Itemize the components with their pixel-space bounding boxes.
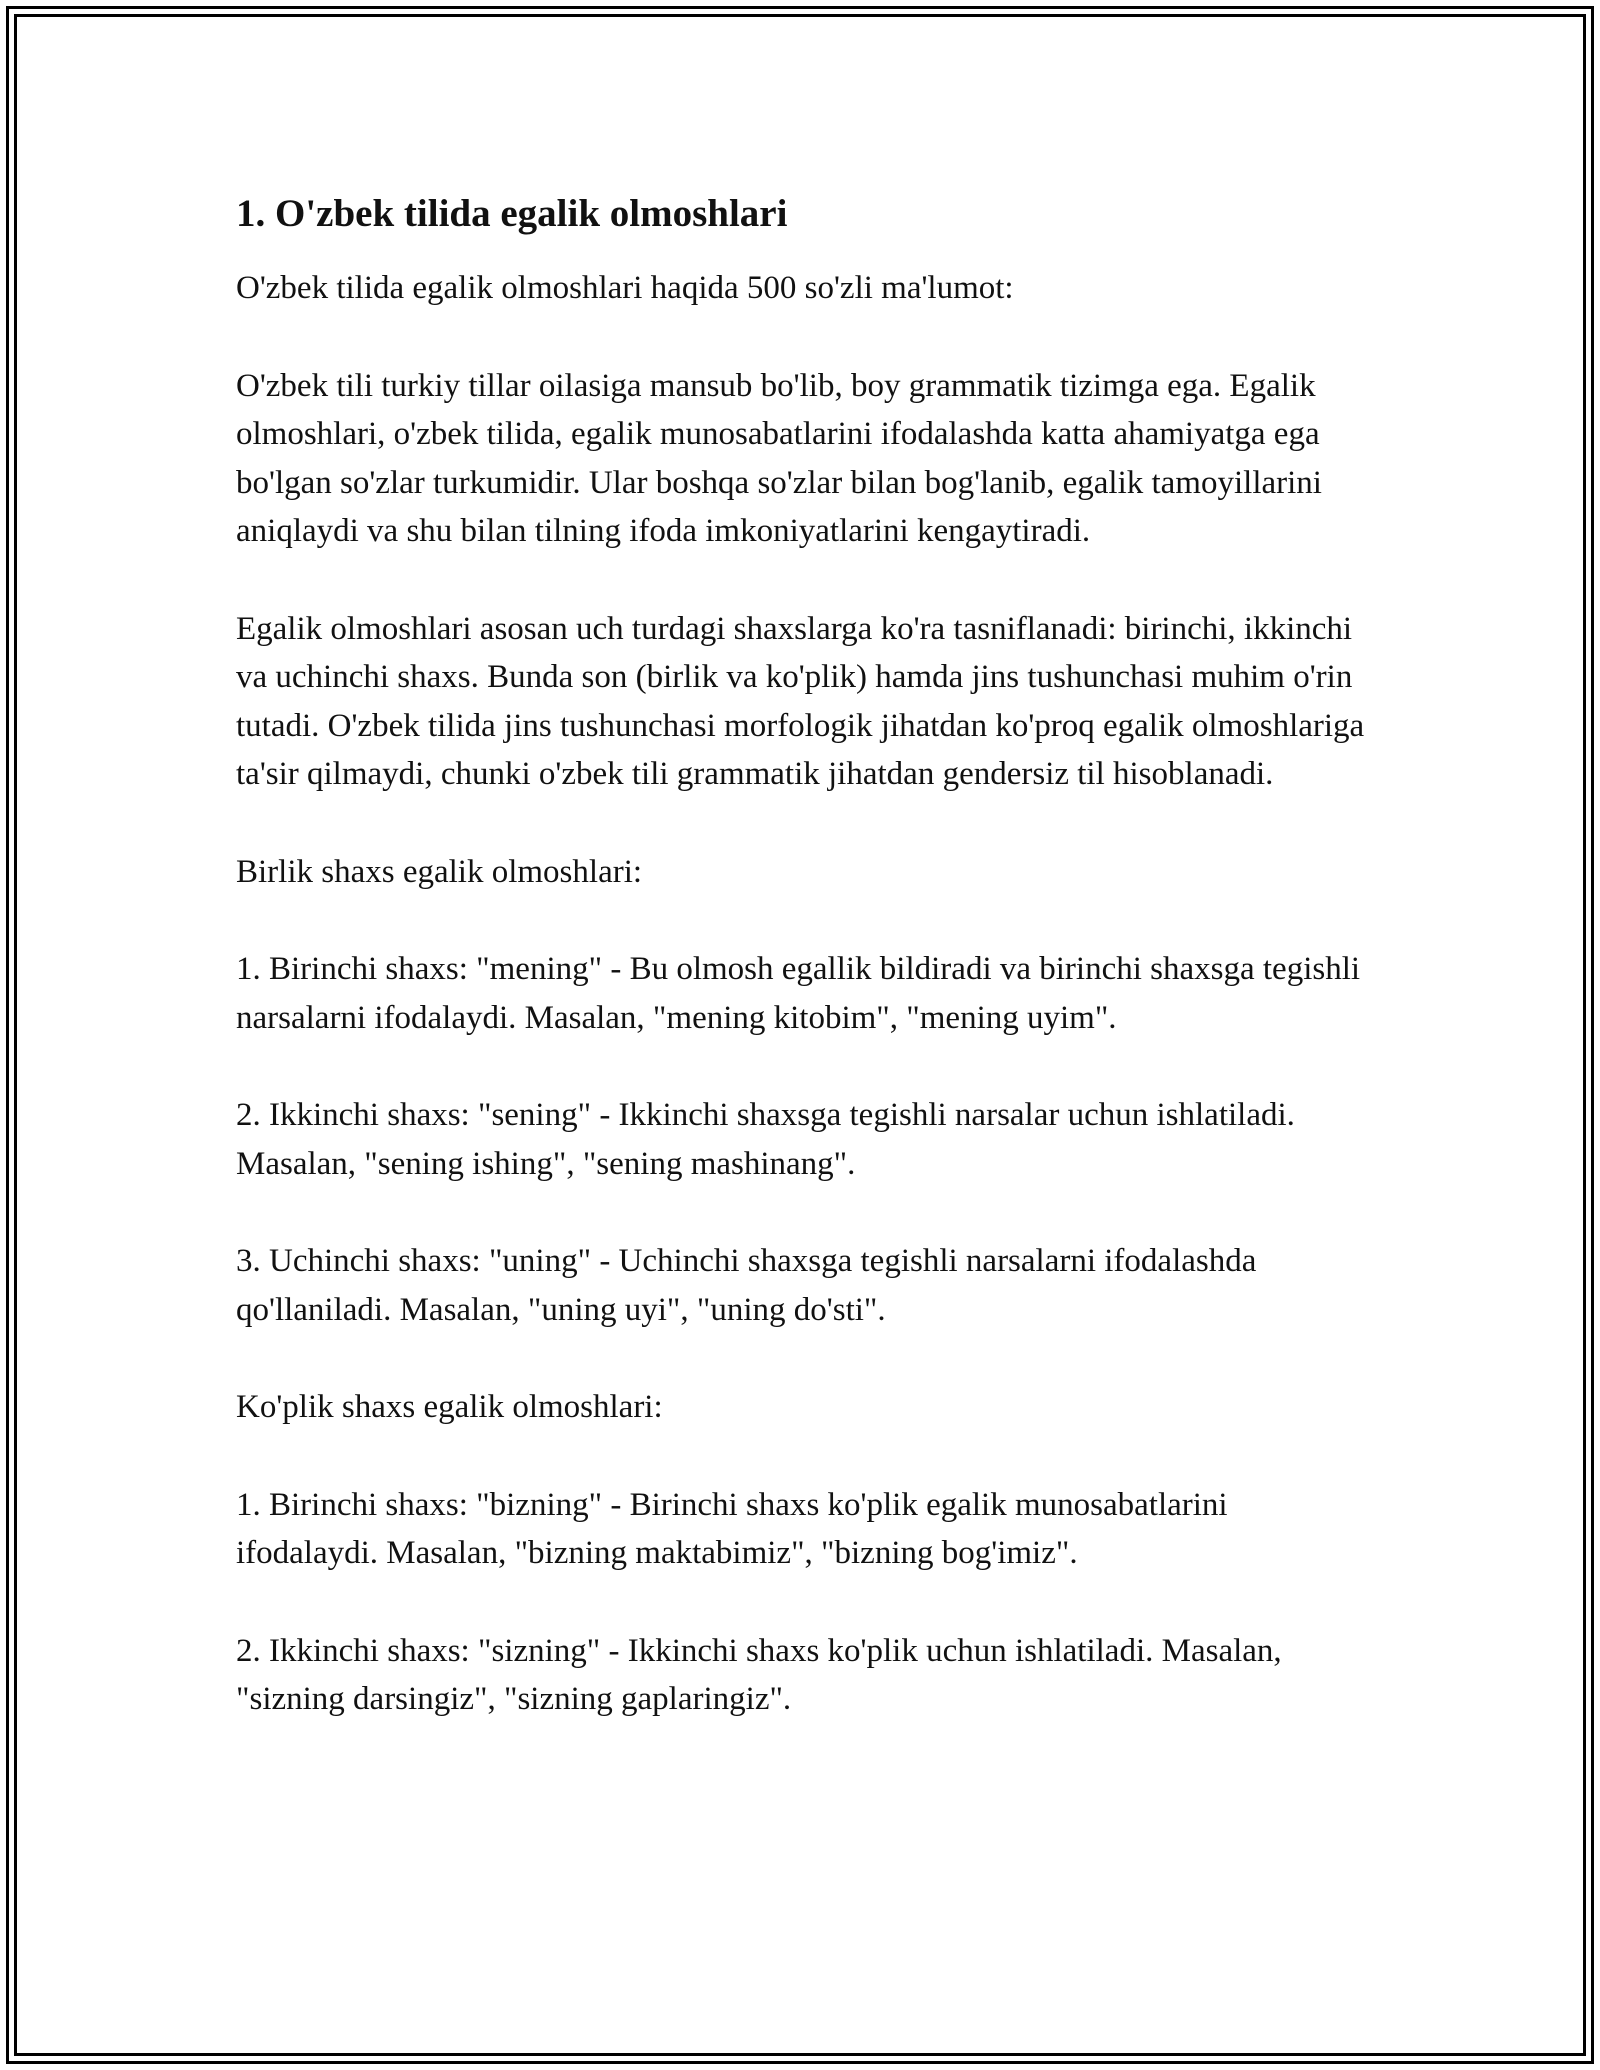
subheading-plural: Ko'plik shaxs egalik olmoshlari: [236, 1389, 663, 1425]
paragraph-overview: O'zbek tili turkiy tillar oilasiga mansub bo'lib, boy grammatik tizimga ega. Egalik olmoshlari, o'zbek tilida, egalik munosabatlarini ifodalashda katta ahamiyatga ega bo'lgan so'zlar turkumidir. Ular boshqa so'zlar bilan bog'lanib, egalik tamoyillarini aniqlaydi va shu bilan tilning ifoda imkoniyatlarini kengaytiradi. [236, 367, 1322, 549]
section-heading: 1. O'zbek tilida egalik olmoshlari [236, 192, 788, 235]
list-item-plural-second: 2. Ikkinchi shaxs: "sizning" - Ikkinchi shaxs ko'plik uchun ishlatiladi. Masalan, "sizning darsingiz", "sizning gaplaringiz". [236, 1632, 1282, 1717]
subheading-singular: Birlik shaxs egalik olmoshlari: [236, 853, 643, 890]
list-item-singular-second: 2. Ikkinchi shaxs: "sening" - Ikkinchi shaxsga tegishli narsalar uchun ishlatiladi. Masalan, "sening ishing", "sening mashinang". [236, 1097, 1295, 1182]
list-item-plural-first: 1. Birinchi shaxs: "bizning" - Birinchi shaxs ko'plik egalik munosabatlarini ifodalaydi. Masalan, "bizning maktabimiz", "bizning bog'imiz". [236, 1486, 1228, 1571]
list-item-singular-first: 1. Birinchi shaxs: "mening" - Bu olmosh egallik bildiradi va birinchi shaxsga tegishli narsalarni ifodalaydi. Masalan, "mening kitobim", "mening uyim". [236, 951, 1361, 1036]
paragraph-intro: O'zbek tilida egalik olmoshlari haqida 500 so'zli ma'lumot: [236, 270, 1014, 306]
document-body [236, 186, 1366, 1773]
paragraph-classification: Egalik olmoshlari asosan uch turdagi shaxslarga ko'ra tasniflanadi: birinchi, ikkinchi va uchinchi shaxs. Bunda son (birlik va ko'plik) hamda jins tushunchasi muhim o'rin tutadi. O'zbek tilida jins tushunchasi morfologik jihatdan ko'proq egalik olmoshlariga ta'sir qilmaydi, chunki o'zbek tili grammatik jihatdan gendersiz til hisoblanadi. [236, 610, 1365, 792]
list-item-singular-third: 3. Uchinchi shaxs: "uning" - Uchinchi shaxsga tegishli narsalarni ifodalashda qo'llaniladi. Masalan, "uning uyi", "uning do'sti". [236, 1243, 1257, 1328]
